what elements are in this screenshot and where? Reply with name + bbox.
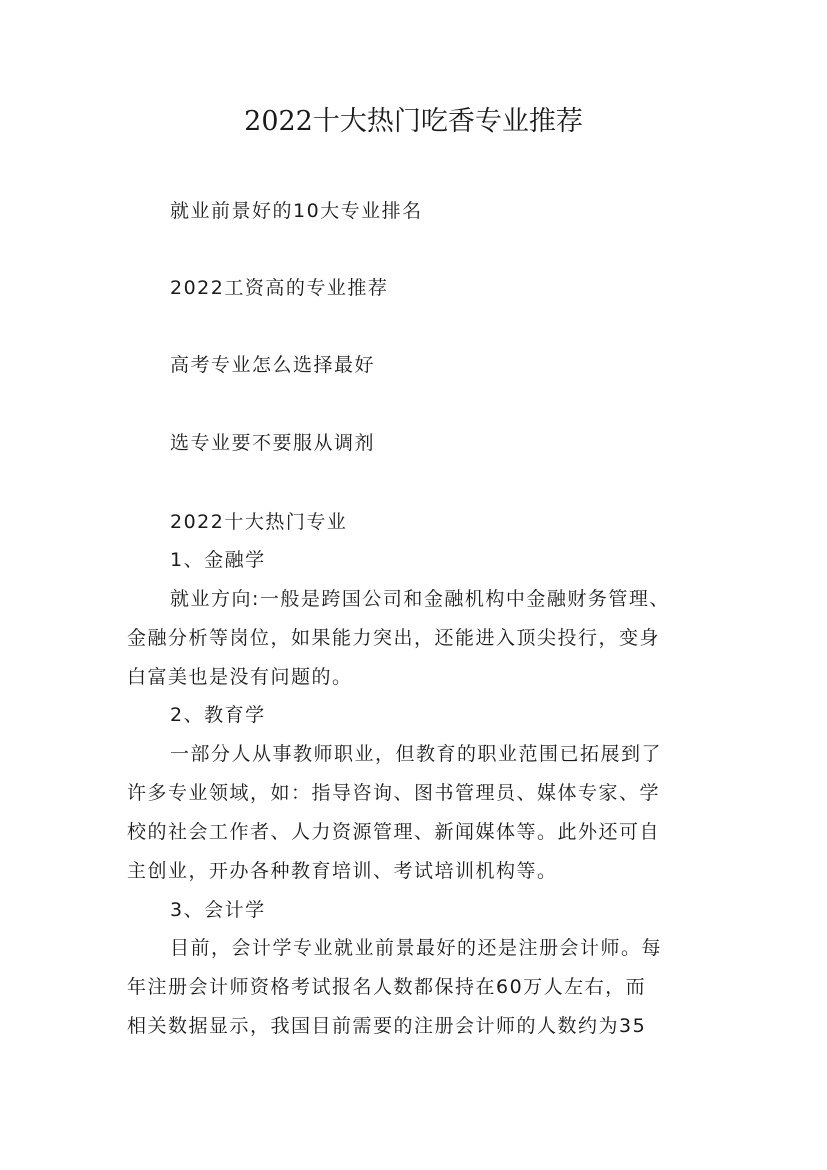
item-heading: 2、教育学 bbox=[170, 704, 266, 726]
toc-item: 高考专业怎么选择最好 bbox=[170, 354, 376, 376]
paragraph-line: 目前，会计学专业就业前景最好的还是注册会计师。每 bbox=[170, 937, 663, 959]
section-title: 2022十大热门专业 bbox=[170, 511, 348, 533]
toc-item: 2022工资高的专业推荐 bbox=[170, 277, 389, 299]
paragraph-line: 校的社会工作者、人力资源管理、新闻媒体等。此外还可自 bbox=[127, 821, 661, 843]
document-title: 2022十大热门吃香专业推荐 bbox=[244, 106, 583, 137]
paragraph-line: 年注册会计师资格考试报名人数都保持在60万人左右，而 bbox=[127, 976, 647, 998]
paragraph-line: 就业方向:一般是跨国公司和金融机构中金融财务管理、 bbox=[170, 588, 670, 610]
item-heading: 3、会计学 bbox=[170, 899, 266, 921]
item-heading: 1、金融学 bbox=[170, 549, 266, 571]
paragraph-line: 白富美也是没有问题的。 bbox=[127, 666, 353, 688]
toc-item: 选专业要不要服从调剂 bbox=[170, 432, 376, 454]
paragraph-line: 主创业，开办各种教育培训、考试培训机构等。 bbox=[127, 860, 558, 882]
paragraph-line: 一部分人从事教师职业，但教育的职业范围已拓展到了 bbox=[170, 743, 663, 765]
paragraph-line: 许多专业领域，如：指导咨询、图书管理员、媒体专家、学 bbox=[127, 782, 661, 804]
paragraph-line: 金融分析等岗位，如果能力突出，还能进入顶尖投行，变身 bbox=[127, 627, 661, 649]
toc-item: 就业前景好的10大专业排名 bbox=[170, 200, 423, 222]
paragraph-line: 相关数据显示，我国目前需要的注册会计师的人数约为35 bbox=[127, 1015, 647, 1037]
